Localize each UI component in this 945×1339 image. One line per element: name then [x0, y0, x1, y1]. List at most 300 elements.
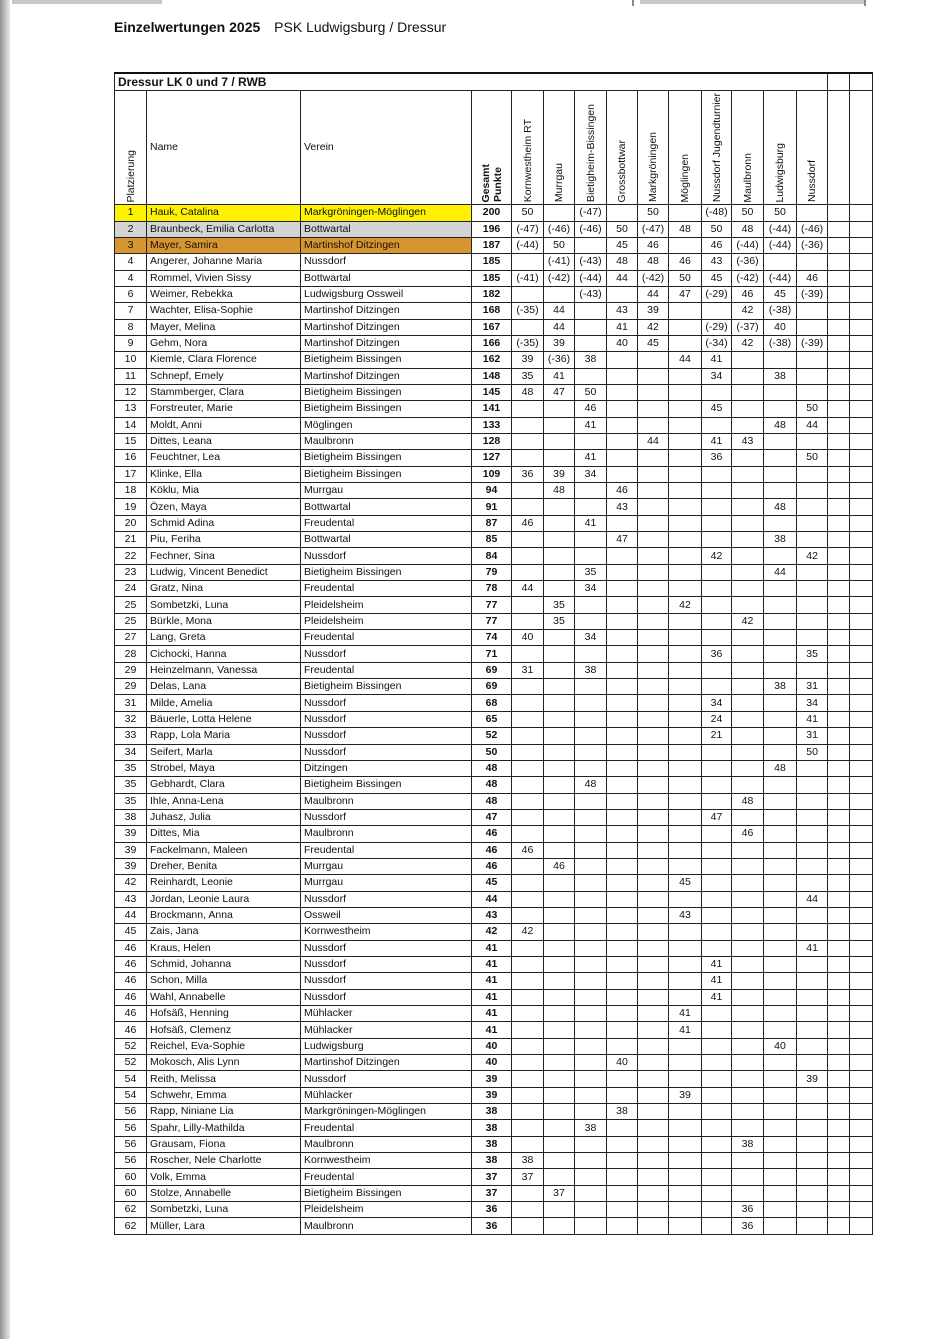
- score-cell: [764, 646, 797, 662]
- empty-cell: [850, 793, 873, 809]
- table-row: [115, 809, 873, 825]
- table-row: [115, 303, 873, 319]
- score-cell: [669, 777, 702, 793]
- score-cell: [544, 1136, 575, 1152]
- score-cell: [638, 728, 669, 744]
- empty-cell: [828, 1006, 850, 1022]
- placement-cell: 39: [115, 842, 147, 858]
- score-cell: 50: [702, 221, 732, 237]
- total-points-cell: 91: [472, 499, 512, 515]
- score-cell: [544, 1087, 575, 1103]
- table-row: [115, 1087, 873, 1103]
- empty-cell: [828, 221, 850, 237]
- score-cell: 41: [702, 989, 732, 1005]
- name-cell: Gebhardt, Clara: [147, 777, 301, 793]
- score-cell: 41: [797, 940, 828, 956]
- empty-header-cell: [850, 73, 873, 91]
- score-cell: [732, 711, 764, 727]
- score-cell: [512, 1038, 544, 1054]
- score-cell: [512, 875, 544, 891]
- score-cell: 35: [544, 597, 575, 613]
- empty-cell: [828, 711, 850, 727]
- score-cell: 35: [575, 564, 607, 580]
- empty-cell: [828, 532, 850, 548]
- club-cell: Pleidelsheim: [301, 1202, 472, 1218]
- score-cell: [702, 679, 732, 695]
- club-cell: Freudental: [301, 662, 472, 678]
- header-event-moeglingen: Möglingen: [669, 91, 702, 205]
- page-top-rule: [12, 0, 162, 4]
- score-cell: [544, 1218, 575, 1234]
- score-cell: [797, 433, 828, 449]
- empty-cell: [850, 401, 873, 417]
- score-cell: [544, 989, 575, 1005]
- empty-cell: [828, 940, 850, 956]
- score-cell: 46: [607, 483, 638, 499]
- score-cell: [607, 1022, 638, 1038]
- score-cell: (-36): [732, 254, 764, 270]
- score-cell: [669, 564, 702, 580]
- name-cell: Rapp, Niniane Lia: [147, 1104, 301, 1120]
- score-cell: [797, 1185, 828, 1201]
- score-cell: [638, 1185, 669, 1201]
- empty-cell: [828, 352, 850, 368]
- club-cell: Markgröningen-Möglingen: [301, 205, 472, 221]
- total-points-cell: 39: [472, 1071, 512, 1087]
- total-points-cell: 109: [472, 466, 512, 482]
- club-cell: Pleidelsheim: [301, 613, 472, 629]
- score-cell: 47: [607, 532, 638, 548]
- score-cell: [797, 956, 828, 972]
- score-cell: [575, 826, 607, 842]
- name-cell: Hofsäß, Henning: [147, 1006, 301, 1022]
- empty-cell: [850, 1136, 873, 1152]
- empty-cell: [828, 662, 850, 678]
- total-points-cell: 182: [472, 286, 512, 302]
- score-cell: [764, 940, 797, 956]
- club-cell: Ludwigsburg Ossweil: [301, 286, 472, 302]
- score-cell: [638, 646, 669, 662]
- empty-cell: [828, 319, 850, 335]
- name-cell: Grausam, Fiona: [147, 1136, 301, 1152]
- score-cell: [607, 924, 638, 940]
- score-cell: 36: [732, 1202, 764, 1218]
- score-cell: [764, 1169, 797, 1185]
- club-cell: Bietigheim Bissingen: [301, 564, 472, 580]
- score-cell: [607, 417, 638, 433]
- table-row: [115, 646, 873, 662]
- total-points-cell: 196: [472, 221, 512, 237]
- score-cell: [797, 352, 828, 368]
- empty-cell: [828, 417, 850, 433]
- placement-cell: 3: [115, 237, 147, 253]
- score-cell: (-39): [797, 335, 828, 351]
- score-cell: [732, 646, 764, 662]
- table-row: [115, 1071, 873, 1087]
- score-cell: (-44): [575, 270, 607, 286]
- table-row: [115, 499, 873, 515]
- club-cell: Nussdorf: [301, 711, 472, 727]
- score-cell: [544, 286, 575, 302]
- empty-cell: [850, 826, 873, 842]
- column-header-row: [115, 91, 873, 205]
- name-cell: Kraus, Helen: [147, 940, 301, 956]
- score-cell: [512, 891, 544, 907]
- score-cell: 48: [732, 221, 764, 237]
- club-cell: Markgröningen-Möglingen: [301, 1104, 472, 1120]
- score-cell: [764, 744, 797, 760]
- empty-cell: [828, 793, 850, 809]
- name-cell: Mayer, Samira: [147, 237, 301, 253]
- score-cell: [797, 662, 828, 678]
- score-cell: [512, 679, 544, 695]
- score-cell: [512, 760, 544, 776]
- empty-cell: [828, 1136, 850, 1152]
- club-cell: Freudental: [301, 1120, 472, 1136]
- score-cell: [702, 1104, 732, 1120]
- placement-cell: 9: [115, 335, 147, 351]
- score-cell: 44: [669, 352, 702, 368]
- score-cell: [638, 368, 669, 384]
- table-row: [115, 793, 873, 809]
- score-cell: [607, 205, 638, 221]
- table-row: [115, 466, 873, 482]
- club-cell: Kornwestheim: [301, 1153, 472, 1169]
- score-cell: [797, 1055, 828, 1071]
- score-cell: [669, 630, 702, 646]
- score-cell: 46: [544, 858, 575, 874]
- score-cell: (-41): [544, 254, 575, 270]
- score-cell: [575, 809, 607, 825]
- score-cell: 37: [512, 1169, 544, 1185]
- score-cell: [702, 1120, 732, 1136]
- club-cell: Freudental: [301, 1169, 472, 1185]
- placement-cell: 46: [115, 1022, 147, 1038]
- empty-cell: [850, 499, 873, 515]
- empty-cell: [828, 1104, 850, 1120]
- score-cell: 42: [732, 303, 764, 319]
- total-points-cell: 39: [472, 1087, 512, 1103]
- empty-cell: [828, 646, 850, 662]
- score-cell: [764, 1055, 797, 1071]
- score-cell: [575, 1055, 607, 1071]
- score-cell: 42: [702, 548, 732, 564]
- score-cell: [669, 1055, 702, 1071]
- document-title: [114, 19, 446, 35]
- placement-cell: 44: [115, 907, 147, 923]
- score-cell: [702, 1006, 732, 1022]
- name-cell: Braunbeck, Emilia Carlotta: [147, 221, 301, 237]
- club-cell: Bietigheim Bissingen: [301, 450, 472, 466]
- score-cell: [797, 515, 828, 531]
- club-cell: Mühlacker: [301, 1022, 472, 1038]
- score-cell: [764, 352, 797, 368]
- table-row: [115, 744, 873, 760]
- score-cell: [732, 662, 764, 678]
- placement-cell: 4: [115, 270, 147, 286]
- score-cell: [732, 1006, 764, 1022]
- score-cell: [512, 793, 544, 809]
- name-cell: Bäuerle, Lotta Helene: [147, 711, 301, 727]
- total-points-cell: 69: [472, 662, 512, 678]
- score-cell: [607, 891, 638, 907]
- score-cell: [638, 891, 669, 907]
- empty-cell: [850, 842, 873, 858]
- empty-cell: [850, 303, 873, 319]
- score-cell: [607, 728, 638, 744]
- score-cell: [575, 956, 607, 972]
- score-cell: [575, 1136, 607, 1152]
- score-cell: [669, 1202, 702, 1218]
- score-cell: [607, 352, 638, 368]
- score-cell: 44: [512, 581, 544, 597]
- score-cell: [607, 989, 638, 1005]
- score-cell: (-44): [764, 270, 797, 286]
- score-cell: [797, 1006, 828, 1022]
- club-cell: Bietigheim Bissingen: [301, 352, 472, 368]
- score-cell: [512, 695, 544, 711]
- score-cell: [732, 907, 764, 923]
- header-platzierung: Platzierung: [115, 91, 147, 205]
- club-cell: Bietigheim Bissingen: [301, 384, 472, 400]
- score-cell: [575, 679, 607, 695]
- score-cell: [607, 956, 638, 972]
- empty-cell: [850, 956, 873, 972]
- total-points-cell: 79: [472, 564, 512, 580]
- name-cell: Mokosch, Alis Lynn: [147, 1055, 301, 1071]
- club-cell: Nussdorf: [301, 989, 472, 1005]
- score-cell: [638, 499, 669, 515]
- score-cell: 42: [669, 597, 702, 613]
- score-cell: [638, 956, 669, 972]
- table-row: [115, 286, 873, 302]
- header-gesamt-punkte: Gesamt Punkte: [472, 91, 512, 205]
- score-cell: [669, 1136, 702, 1152]
- score-cell: [607, 384, 638, 400]
- table-row: [115, 450, 873, 466]
- score-cell: [575, 532, 607, 548]
- empty-cell: [850, 466, 873, 482]
- score-cell: [702, 1185, 732, 1201]
- score-cell: [764, 254, 797, 270]
- score-cell: [764, 581, 797, 597]
- total-points-cell: 167: [472, 319, 512, 335]
- score-cell: [702, 842, 732, 858]
- club-cell: Mühlacker: [301, 1087, 472, 1103]
- club-cell: Maulbronn: [301, 826, 472, 842]
- placement-cell: 52: [115, 1055, 147, 1071]
- score-cell: [669, 515, 702, 531]
- results-table-body: [115, 73, 873, 1234]
- score-cell: [544, 1071, 575, 1087]
- score-cell: 44: [797, 891, 828, 907]
- score-cell: (-39): [797, 286, 828, 302]
- score-cell: 50: [732, 205, 764, 221]
- score-cell: [669, 368, 702, 384]
- score-cell: [607, 842, 638, 858]
- score-cell: [669, 842, 702, 858]
- empty-cell: [850, 319, 873, 335]
- score-cell: [702, 417, 732, 433]
- club-cell: Bietigheim Bissingen: [301, 466, 472, 482]
- score-cell: [607, 1169, 638, 1185]
- score-cell: [607, 401, 638, 417]
- score-cell: 44: [607, 270, 638, 286]
- empty-cell: [828, 483, 850, 499]
- score-cell: [638, 483, 669, 499]
- score-cell: [638, 940, 669, 956]
- empty-cell: [850, 1055, 873, 1071]
- score-cell: [732, 760, 764, 776]
- score-cell: [669, 744, 702, 760]
- score-cell: [512, 1022, 544, 1038]
- score-cell: [764, 450, 797, 466]
- table-row: [115, 1022, 873, 1038]
- score-cell: (-46): [575, 221, 607, 237]
- score-cell: [797, 1120, 828, 1136]
- score-cell: [669, 433, 702, 449]
- table-row: [115, 924, 873, 940]
- score-cell: [797, 499, 828, 515]
- score-cell: [607, 515, 638, 531]
- score-cell: [732, 875, 764, 891]
- club-cell: Maulbronn: [301, 1218, 472, 1234]
- score-cell: [669, 1153, 702, 1169]
- club-cell: Bottwartal: [301, 270, 472, 286]
- club-cell: Nussdorf: [301, 891, 472, 907]
- table-row: [115, 760, 873, 776]
- table-row: [115, 483, 873, 499]
- score-cell: 34: [702, 368, 732, 384]
- score-cell: (-42): [544, 270, 575, 286]
- total-points-cell: 74: [472, 630, 512, 646]
- score-cell: (-34): [702, 335, 732, 351]
- score-cell: [638, 973, 669, 989]
- score-cell: [764, 466, 797, 482]
- score-cell: 38: [575, 1120, 607, 1136]
- club-cell: Bietigheim Bissingen: [301, 777, 472, 793]
- empty-cell: [850, 417, 873, 433]
- score-cell: [732, 744, 764, 760]
- score-cell: [797, 1087, 828, 1103]
- score-cell: 46: [797, 270, 828, 286]
- score-cell: 39: [797, 1071, 828, 1087]
- score-cell: (-35): [512, 303, 544, 319]
- score-cell: [544, 450, 575, 466]
- name-cell: Zais, Jana: [147, 924, 301, 940]
- score-cell: 44: [638, 286, 669, 302]
- score-cell: 46: [669, 254, 702, 270]
- score-cell: [797, 1038, 828, 1054]
- score-cell: (-43): [575, 286, 607, 302]
- score-cell: [607, 597, 638, 613]
- score-cell: [638, 842, 669, 858]
- name-cell: Hofsäß, Clemenz: [147, 1022, 301, 1038]
- total-points-cell: 77: [472, 597, 512, 613]
- name-cell: Juhasz, Julia: [147, 809, 301, 825]
- empty-cell: [828, 630, 850, 646]
- score-cell: 50: [797, 744, 828, 760]
- score-cell: [575, 368, 607, 384]
- score-cell: [512, 499, 544, 515]
- score-cell: 43: [607, 303, 638, 319]
- name-cell: Milde, Amelia: [147, 695, 301, 711]
- score-cell: [702, 1022, 732, 1038]
- total-points-cell: 41: [472, 1006, 512, 1022]
- score-cell: [797, 907, 828, 923]
- empty-cell: [828, 1120, 850, 1136]
- score-cell: [702, 1202, 732, 1218]
- placement-cell: 42: [115, 875, 147, 891]
- name-cell: Gratz, Nina: [147, 581, 301, 597]
- score-cell: [512, 597, 544, 613]
- score-cell: [764, 1185, 797, 1201]
- score-cell: [702, 466, 732, 482]
- placement-cell: 43: [115, 891, 147, 907]
- empty-cell: [828, 1202, 850, 1218]
- score-cell: [575, 842, 607, 858]
- table-row: [115, 319, 873, 335]
- score-cell: [544, 1169, 575, 1185]
- score-cell: [607, 1087, 638, 1103]
- score-cell: [607, 1218, 638, 1234]
- score-cell: (-42): [638, 270, 669, 286]
- name-cell: Rommel, Vivien Sissy: [147, 270, 301, 286]
- score-cell: [702, 924, 732, 940]
- score-cell: [544, 695, 575, 711]
- placement-cell: 38: [115, 809, 147, 825]
- score-cell: [764, 875, 797, 891]
- score-cell: [732, 956, 764, 972]
- empty-cell: [850, 335, 873, 351]
- score-cell: [669, 466, 702, 482]
- score-cell: [732, 973, 764, 989]
- score-cell: 38: [575, 352, 607, 368]
- total-points-cell: 48: [472, 793, 512, 809]
- score-cell: [575, 875, 607, 891]
- header-verein: Verein: [301, 91, 472, 205]
- placement-cell: 11: [115, 368, 147, 384]
- score-cell: [732, 384, 764, 400]
- score-cell: [669, 793, 702, 809]
- table-row: [115, 956, 873, 972]
- table-row: [115, 1136, 873, 1152]
- score-cell: [732, 1055, 764, 1071]
- score-cell: [512, 809, 544, 825]
- score-cell: [702, 858, 732, 874]
- score-cell: 38: [575, 662, 607, 678]
- score-cell: [669, 956, 702, 972]
- club-cell: Pleidelsheim: [301, 597, 472, 613]
- placement-cell: 17: [115, 466, 147, 482]
- score-cell: 31: [797, 728, 828, 744]
- score-cell: [575, 924, 607, 940]
- club-cell: Murrgau: [301, 483, 472, 499]
- score-cell: [669, 679, 702, 695]
- score-cell: [669, 924, 702, 940]
- score-cell: [544, 1006, 575, 1022]
- empty-cell: [850, 907, 873, 923]
- score-cell: [638, 450, 669, 466]
- club-cell: Freudental: [301, 842, 472, 858]
- score-cell: [607, 940, 638, 956]
- total-points-cell: 166: [472, 335, 512, 351]
- score-cell: [764, 1006, 797, 1022]
- score-cell: [669, 858, 702, 874]
- score-cell: [638, 695, 669, 711]
- score-cell: [512, 1071, 544, 1087]
- total-points-cell: 68: [472, 695, 512, 711]
